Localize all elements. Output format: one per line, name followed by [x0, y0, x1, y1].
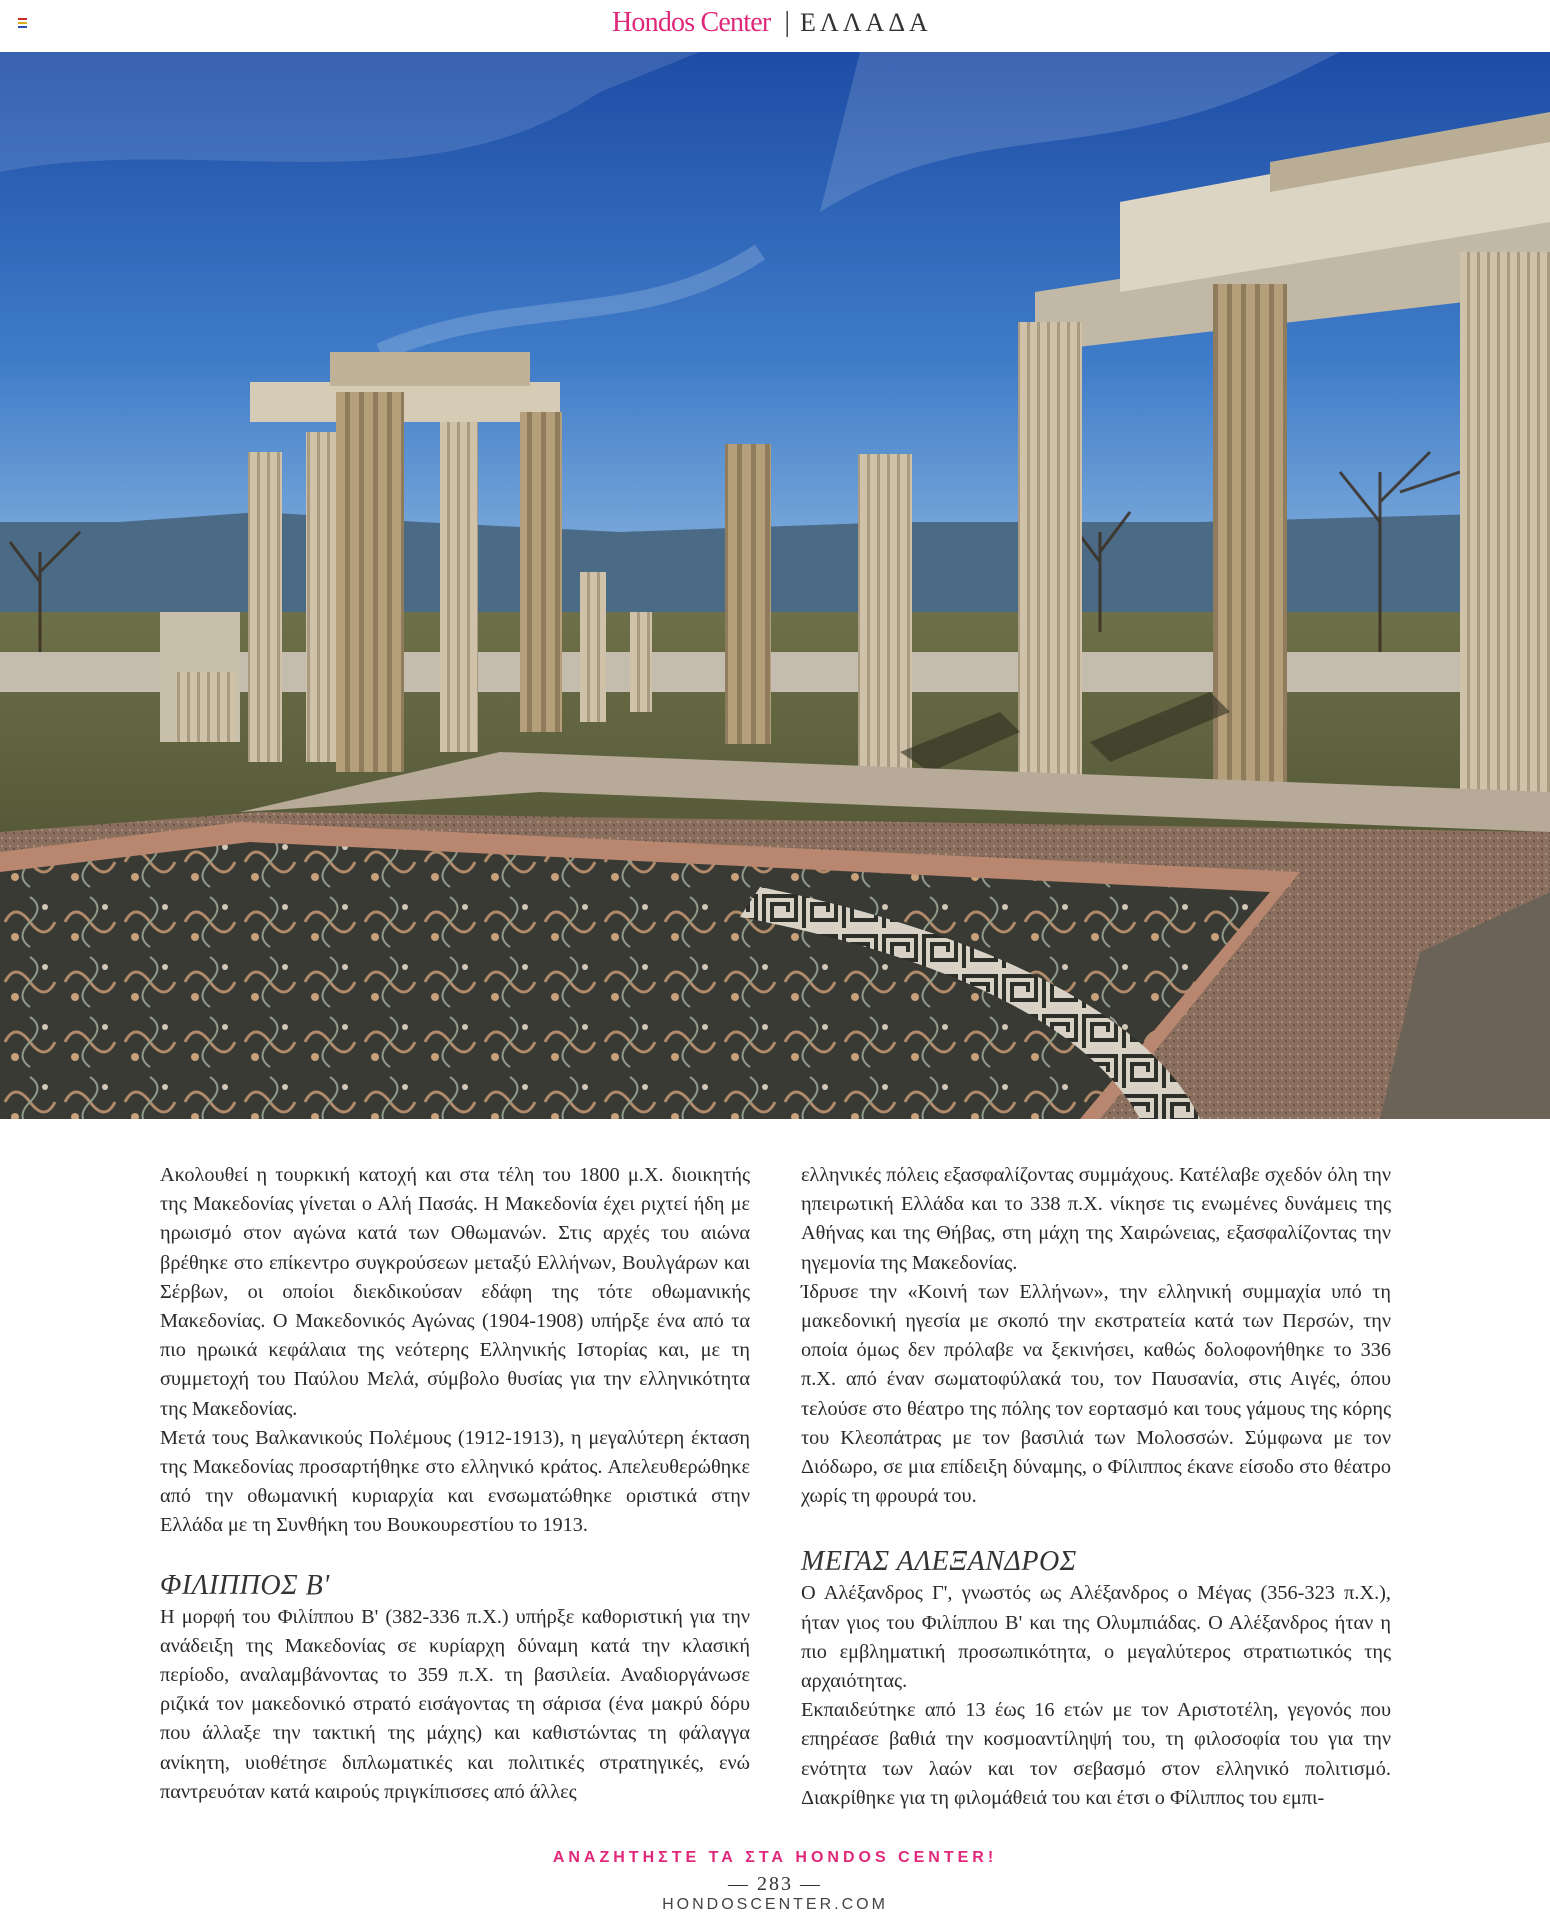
footer-cta-link[interactable]: ΑΝΑΖΗΤΗΣΤΕ ΤΑ ΣΤΑ HONDOS CENTER! [552, 1849, 998, 1866]
paragraph: Ακολουθεί η τουρκική κατοχή και στα τέλη του 1800 μ.Χ. διοικητής της Μακεδονίας γίνεται ο Αλή Πασάς. Η Μακεδονία έχει ριχτεί ήδη με ηρωισμό στον αγώνα κατά των Οθωμανών. Στις αρχές του αιώνα βρέθηκε στο επίκεντρο συγκρούσεων μεταξύ Ελλήνων, Βουλγάρων και Σέρβων, οι οποίοι διεκδικούσαν εδάφη της τότε οθωμανικής Μακεδονίας. Ο Μακεδονικός Αγώνας (1904-1908) υπήρξε ένα από τα πιο ηρωικά κεφάλαια της νεότερης Ελληνικής Ιστορίας και, με τη συμμετοχή του Παύλου Μελά, σύμβολο θυσίας για την ελληνικότητα της Μακεδονίας. [160, 1164, 750, 1420]
flag-menu-icon[interactable] [18, 18, 27, 28]
brand-lockup [612, 6, 932, 40]
section-title: ΕΛΛΑΔΑ [799, 8, 932, 37]
article-column-right [801, 1161, 1391, 1813]
site-url-link[interactable]: HONDOSCENTER.COM [662, 1896, 888, 1913]
article-column-left [160, 1161, 750, 1807]
archaeological-site-photo [0, 52, 1550, 1119]
paragraph: Εκπαιδεύτηκε από 13 έως 16 ετών με τον Αριστοτέλη, γεγονός που επηρέασε βαθιά την κοσμοαντίληψή του, τη φιλοσοφία του για την ενότητα των λαών και τον σεβασμό στον ελληνικό πολιτισμό. Διακρίθηκε για τη φιλομάθειά του και έτσι ο Φίλιππος του εμπι- [801, 1699, 1391, 1809]
brand-separator: | [784, 7, 790, 38]
paragraph: Η μορφή του Φιλίππου Β' (382-336 π.Χ.) υπήρξε καθοριστική για την ανάδειξη της Μακεδονίας σε κυρίαρχη δύναμη κατά την κλασική περίοδο, αναλαμβάνοντας το 359 π.Χ. τη βασιλεία. Αναδιοργάνωσε ριζικά τον μακεδονικό στρατό εισάγοντας τη σάρισα (ένα μακρύ δόρυ που άλλαξε την τακτική της μάχης) και καθιστώντας τη φάλαγγα ανίκητη, υιοθέτησε διπλωματικές και πολιτικές στρατηγικές, ενώ παντρευόταν κατά καιρούς πριγκίπισσες από άλλες [160, 1605, 750, 1803]
paragraph: ελληνικές πόλεις εξασφαλίζοντας συμμάχους. Κατέλαβε σχεδόν όλη την ηπειρωτική Ελλάδα και το 338 π.Χ. νίκησε τις ενωμένες δυνάμεις της Αθήνας και της Θήβας, στη μάχη της Χαιρώνειας, εξασφαλίζοντας την ηγεμονία της Μακεδονίας. [801, 1164, 1391, 1274]
page-header [0, 0, 1550, 50]
hero-image [0, 52, 1550, 1119]
paragraph: Μετά τους Βαλκανικούς Πολέμους (1912-1913), η μεγαλύτερη έκταση της Μακεδονίας προσαρτήθηκε στο ελληνικό κράτος. Απελευθερώθηκε από την οθωμανική κυριαρχία και ενσωματώθηκε οριστικά στην Ελλάδα με τη Συνθήκη του Βουκουρεστίου το 1913. [160, 1426, 750, 1537]
paragraph: Ο Αλέξανδρος Γ', γνωστός ως Αλέξανδρος ο Μέγας (356-323 π.Χ.), ήταν γιος του Φιλίππου Β' και της Ολυμπιάδας. Ο Αλέξανδρος ήταν η πιο εμβληματική προσωπικότητα, ο μεγαλύτερος στρατιωτικός της αρχαιότητας. [801, 1582, 1391, 1693]
brand-logo[interactable]: Hondos Center [612, 7, 771, 38]
paragraph: Ίδρυσε την «Κοινή των Ελλήνων», την ελληνική συμμαχία υπό τη μακεδονική ηγεσία με σκοπό την εκστρατεία κατά των Περσών, την οποία όμως δεν πρόλαβε να ξεκινήσει, καθώς δολοφονήθηκε το 336 π.Χ. από έναν σωματοφύλακά του, τον Παυσανία, στις Αιγές, όπου τελούσε στο θέατρο της πόλης τον εορτασμό και τους γάμους της κόρης του Κλεοπάτρας με τον βασιλιά των Μολοσσών. Σύμφωνα με τον Διόδωρο, σε μια επίδειξη δύναμης, ο Φίλιππος έκανε είσοδο στο θέατρο χωρίς τη φρουρά του. [801, 1280, 1391, 1508]
section-heading-philip: ΦΙΛΙΠΠΟΣ Β' [160, 1569, 330, 1601]
page-number: — 283 — [728, 1873, 822, 1895]
section-heading-alexander: ΜΕΓΑΣ ΑΛΕΞΑΝΔΡΟΣ [801, 1546, 1077, 1578]
